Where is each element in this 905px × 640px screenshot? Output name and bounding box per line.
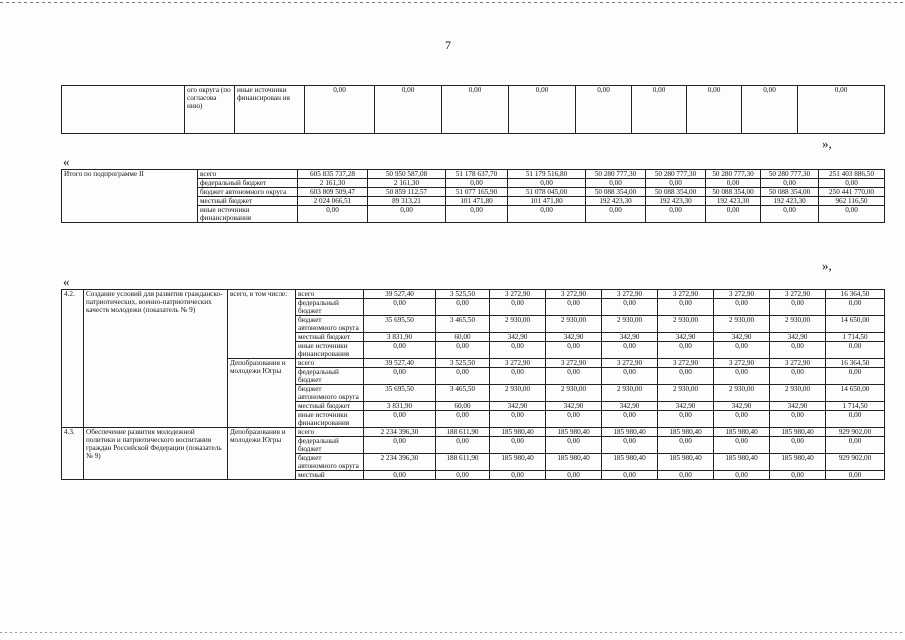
scan-edge-bottom	[0, 632, 905, 633]
value-cell: 0,00	[658, 411, 714, 428]
value-cell: 50 088 354,00	[761, 188, 819, 197]
value-cell: 3 272,90	[490, 290, 546, 299]
row-label: бюджет автономного округа	[296, 454, 364, 471]
value-cell: 0,00	[706, 206, 761, 223]
value-cell: 0,00	[576, 86, 632, 134]
row-label: местный бюджет	[198, 197, 298, 206]
value-cell: 3 465,50	[436, 385, 490, 402]
value-cell: 0,00	[658, 437, 714, 454]
value-cell: 0,00	[602, 368, 658, 385]
value-cell: 0,00	[546, 437, 602, 454]
value-cell: 3 272,90	[490, 359, 546, 368]
value-cell: 0,00	[658, 471, 714, 480]
value-cell: 50 280 777,30	[761, 170, 819, 179]
value-cell: 0,00	[770, 411, 826, 428]
executor-cell: Депобразования и молодежи Югры	[228, 428, 296, 480]
value-cell: 342,90	[714, 333, 770, 342]
value-cell: 0,00	[436, 437, 490, 454]
value-cell: 0,00	[490, 342, 546, 359]
row-label: бюджет автономного округа	[296, 385, 364, 402]
value-cell: 35 695,50	[364, 385, 436, 402]
value-cell: 342,90	[770, 402, 826, 411]
value-cell: 185 980,40	[714, 454, 770, 471]
row-label: иные источники финансирования	[198, 206, 298, 223]
row-label: иные источники финансирования	[296, 342, 364, 359]
value-cell: 1 714,50	[826, 333, 885, 342]
row-label: всего	[296, 359, 364, 368]
value-cell: 188 611,90	[436, 428, 490, 437]
value-cell: 2 930,00	[658, 385, 714, 402]
value-cell: 2 234 396,30	[364, 454, 436, 471]
value-cell: 185 980,40	[546, 454, 602, 471]
value-cell: 192 423,30	[706, 197, 761, 206]
value-cell: 51 077 165,90	[446, 188, 508, 197]
value-cell: 2 930,00	[714, 385, 770, 402]
value-cell: 3 272,90	[770, 290, 826, 299]
value-cell: 1 714,50	[826, 402, 885, 411]
value-cell: 50 280 777,30	[706, 170, 761, 179]
value-cell: 0,00	[436, 411, 490, 428]
value-cell: 192 423,30	[761, 197, 819, 206]
value-cell: 0,00	[602, 342, 658, 359]
value-cell: 250 441 770,00	[819, 188, 885, 197]
value-cell: 0,00	[646, 206, 706, 223]
value-cell: 0,00	[826, 299, 885, 316]
item-name: Создание условий для развития гражданско-патриотических, военно-патриотических качеств молодежи (показатель № 9)	[84, 290, 228, 428]
value-cell: 50 088 354,00	[706, 188, 761, 197]
blank-cell	[62, 86, 185, 134]
value-cell: 0,00	[761, 206, 819, 223]
value-cell: 2 930,00	[658, 316, 714, 333]
value-cell: 185 980,40	[490, 428, 546, 437]
value-cell: 51 078 045,00	[508, 188, 586, 197]
value-cell: 185 980,40	[658, 428, 714, 437]
value-cell: 2 161,30	[298, 179, 368, 188]
value-cell: 3 525,50	[436, 290, 490, 299]
value-cell: 16 364,50	[826, 290, 885, 299]
value-cell: 2 930,00	[770, 316, 826, 333]
value-cell: 185 980,40	[602, 428, 658, 437]
value-cell: 60,00	[436, 333, 490, 342]
value-cell: 101 471,80	[446, 197, 508, 206]
value-cell: 2 930,00	[714, 316, 770, 333]
table-row	[62, 428, 885, 437]
value-cell: 0,00	[490, 437, 546, 454]
value-cell: 101 471,80	[508, 197, 586, 206]
value-cell: 605 835 737,28	[298, 170, 368, 179]
row-label: федеральный бюджет	[296, 437, 364, 454]
value-cell: 50 859 112,57	[368, 188, 446, 197]
value-cell: 0,00	[602, 299, 658, 316]
value-cell: 342,90	[714, 402, 770, 411]
opening-quote: «	[63, 274, 70, 289]
value-cell: 185 980,40	[658, 454, 714, 471]
value-cell: 342,90	[490, 402, 546, 411]
executor-cell: Депобразования и молодежи Югры	[228, 359, 296, 428]
value-cell: 962 116,50	[819, 197, 885, 206]
value-cell: 0,00	[714, 437, 770, 454]
value-cell: 2 024 066,51	[298, 197, 368, 206]
row-label: всего	[296, 428, 364, 437]
value-cell: 0,00	[602, 471, 658, 480]
value-cell: 0,00	[364, 342, 436, 359]
value-cell: 0,00	[446, 206, 508, 223]
value-cell: 0,00	[436, 471, 490, 480]
region-cell: ого округа (по согласова нию)	[185, 86, 235, 134]
value-cell: 0,00	[658, 342, 714, 359]
value-cell: 251 403 886,50	[819, 170, 885, 179]
value-cell: 60,00	[436, 402, 490, 411]
value-cell: 0,00	[658, 299, 714, 316]
value-cell: 185 980,40	[714, 428, 770, 437]
value-cell: 0,00	[364, 299, 436, 316]
value-cell: 0,00	[490, 471, 546, 480]
value-cell: 3 272,90	[714, 290, 770, 299]
value-cell: 0,00	[508, 206, 586, 223]
value-cell: 0,00	[714, 368, 770, 385]
value-cell: 192 423,30	[586, 197, 646, 206]
value-cell: 16 364,50	[826, 359, 885, 368]
value-cell: 0,00	[826, 437, 885, 454]
value-cell: 3 272,90	[602, 290, 658, 299]
value-cell: 0,00	[826, 368, 885, 385]
value-cell: 0,00	[658, 368, 714, 385]
value-cell: 0,00	[364, 437, 436, 454]
subprogram-title: Итого по подпрограмме II	[62, 170, 198, 223]
value-cell: 185 980,40	[490, 454, 546, 471]
value-cell: 342,90	[602, 333, 658, 342]
value-cell: 3 272,90	[658, 290, 714, 299]
value-cell: 0,00	[436, 342, 490, 359]
value-cell: 0,00	[364, 368, 436, 385]
value-cell: 0,00	[770, 299, 826, 316]
value-cell: 0,00	[602, 411, 658, 428]
table-row	[62, 290, 885, 299]
value-cell: 0,00	[364, 411, 436, 428]
value-cell: 0,00	[546, 411, 602, 428]
value-cell: 50 088 354,00	[646, 188, 706, 197]
value-cell: 2 161,30	[368, 179, 446, 188]
value-cell: 0,00	[714, 471, 770, 480]
value-cell: 3 272,90	[658, 359, 714, 368]
value-cell: 2 930,00	[602, 316, 658, 333]
value-cell: 185 980,40	[546, 428, 602, 437]
value-cell: 0,00	[546, 368, 602, 385]
value-cell: 39 527,40	[364, 359, 436, 368]
value-cell: 342,90	[658, 333, 714, 342]
value-cell: 3 525,50	[436, 359, 490, 368]
value-cell: 188 611,90	[436, 454, 490, 471]
value-cell: 185 980,40	[602, 454, 658, 471]
value-cell: 2 930,00	[490, 385, 546, 402]
value-cell: 342,90	[770, 333, 826, 342]
table-row	[62, 170, 885, 179]
value-cell: 0,00	[305, 86, 375, 134]
value-cell: 3 272,90	[602, 359, 658, 368]
value-cell: 50 088 354,00	[586, 188, 646, 197]
value-cell: 0,00	[586, 179, 646, 188]
value-cell: 0,00	[819, 179, 885, 188]
row-label: федеральный бюджет	[198, 179, 298, 188]
value-cell: 3 831,90	[364, 402, 436, 411]
value-cell: 51 178 637,70	[446, 170, 508, 179]
row-label: бюджет автономного округа	[198, 188, 298, 197]
value-cell: 3 465,50	[436, 316, 490, 333]
value-cell: 0,00	[819, 206, 885, 223]
value-cell: 0,00	[714, 411, 770, 428]
value-cell: 50 280 777,30	[646, 170, 706, 179]
value-cell: 2 930,00	[490, 316, 546, 333]
value-cell: 0,00	[298, 206, 368, 223]
value-cell: 0,00	[490, 368, 546, 385]
value-cell: 0,00	[602, 437, 658, 454]
value-cell: 3 272,90	[770, 359, 826, 368]
value-cell: 50 950 587,08	[368, 170, 446, 179]
value-cell: 342,90	[658, 402, 714, 411]
value-cell: 192 423,30	[646, 197, 706, 206]
value-cell: 0,00	[761, 179, 819, 188]
closing-quote: »,	[822, 258, 832, 273]
value-cell: 0,00	[446, 179, 508, 188]
table-continuation	[61, 85, 885, 134]
value-cell: 0,00	[508, 179, 586, 188]
value-cell: 185 980,40	[770, 454, 826, 471]
value-cell: 2 234 396,30	[364, 428, 436, 437]
value-cell: 0,00	[714, 299, 770, 316]
value-cell: 0,00	[436, 299, 490, 316]
value-cell: 35 695,50	[364, 316, 436, 333]
item-name: Обеспечение развития молодежной политики и патриотического воспитания граждан Российской Федерации (показатель № 9)	[84, 428, 228, 480]
value-cell: 0,00	[546, 299, 602, 316]
row-label: всего	[198, 170, 298, 179]
value-cell: 342,90	[602, 402, 658, 411]
value-cell: 0,00	[368, 206, 446, 223]
value-cell: 3 272,90	[546, 359, 602, 368]
value-cell: 0,00	[742, 86, 798, 134]
value-cell: 0,00	[546, 471, 602, 480]
value-cell: 14 650,00	[826, 316, 885, 333]
page-number: 7	[445, 38, 451, 52]
row-label: бюджет автономного округа	[296, 316, 364, 333]
scan-edge-top	[0, 2, 905, 3]
value-cell: 0,00	[375, 86, 442, 134]
value-cell: 2 930,00	[546, 385, 602, 402]
value-cell: 2 930,00	[770, 385, 826, 402]
row-label: федеральный бюджет	[296, 368, 364, 385]
table-subprogram-total	[61, 169, 885, 223]
value-cell: 0,00	[436, 368, 490, 385]
value-cell: 342,90	[546, 402, 602, 411]
value-cell: 0,00	[826, 411, 885, 428]
value-cell: 3 831,90	[364, 333, 436, 342]
table-activities	[61, 289, 885, 480]
item-number: 4.3.	[62, 428, 84, 480]
value-cell: 0,00	[798, 86, 885, 134]
value-cell: 0,00	[490, 411, 546, 428]
value-cell: 0,00	[706, 179, 761, 188]
value-cell: 0,00	[586, 206, 646, 223]
row-label: местный	[296, 471, 364, 480]
executor-cell: всего, в том числе:	[228, 290, 296, 359]
value-cell: 0,00	[490, 299, 546, 316]
value-cell: 51 179 516,80	[508, 170, 586, 179]
value-cell: 929 902,00	[826, 428, 885, 437]
value-cell: 0,00	[770, 437, 826, 454]
value-cell: 50 280 777,30	[586, 170, 646, 179]
row-label: всего	[296, 290, 364, 299]
value-cell: 0,00	[509, 86, 576, 134]
value-cell: 342,90	[546, 333, 602, 342]
row-label: федеральный бюджет	[296, 299, 364, 316]
value-cell: 0,00	[632, 86, 687, 134]
value-cell: 3 272,90	[546, 290, 602, 299]
opening-quote: «	[63, 154, 70, 169]
value-cell: 2 930,00	[602, 385, 658, 402]
row-label: иные источники финансирования	[296, 411, 364, 428]
value-cell: 39 527,40	[364, 290, 436, 299]
value-cell: 0,00	[770, 342, 826, 359]
value-cell: 0,00	[364, 471, 436, 480]
value-cell: 3 272,90	[714, 359, 770, 368]
closing-quote: »,	[822, 136, 832, 151]
value-cell: 2 930,00	[546, 316, 602, 333]
value-cell: 0,00	[687, 86, 742, 134]
item-number: 4.2.	[62, 290, 84, 428]
value-cell: 0,00	[546, 342, 602, 359]
value-cell: 89 313,21	[368, 197, 446, 206]
source-cell: иные источники финансирован ия	[235, 86, 305, 134]
value-cell: 342,90	[490, 333, 546, 342]
row-label: местный бюджет	[296, 402, 364, 411]
value-cell: 929 902,00	[826, 454, 885, 471]
value-cell: 0,00	[770, 471, 826, 480]
value-cell: 0,00	[442, 86, 509, 134]
value-cell: 185 980,40	[770, 428, 826, 437]
value-cell: 0,00	[646, 179, 706, 188]
row-label: местный бюджет	[296, 333, 364, 342]
value-cell: 0,00	[714, 342, 770, 359]
value-cell: 14 650,00	[826, 385, 885, 402]
value-cell: 0,00	[770, 368, 826, 385]
value-cell: 603 809 509,47	[298, 188, 368, 197]
value-cell: 0,00	[826, 342, 885, 359]
value-cell: 0,00	[826, 471, 885, 480]
